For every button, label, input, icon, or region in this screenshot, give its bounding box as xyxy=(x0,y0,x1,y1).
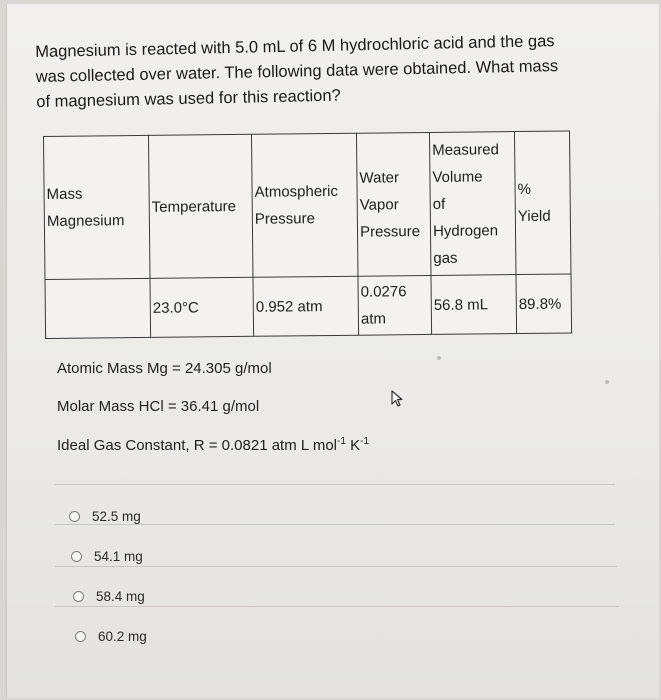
header-atmospheric-pressure: Atmospheric Pressure xyxy=(251,133,357,277)
mouse-pointer-icon xyxy=(391,390,405,408)
worksheet-page xyxy=(6,4,659,698)
speck xyxy=(437,356,441,360)
header-mass-magnesium: Mass Magnesium xyxy=(44,135,150,279)
divider xyxy=(55,566,617,567)
question-line-2: was collected over water. The following data were obtained. What mass xyxy=(35,57,559,86)
header-measured-volume: Measured Volume of Hydrogen gas xyxy=(429,132,515,276)
answer-option-2[interactable] xyxy=(71,549,143,564)
cell-measured-volume: 56.8 mL xyxy=(431,275,517,335)
table-header-row xyxy=(44,131,571,280)
cell-mass-magnesium xyxy=(45,278,151,338)
option-label: 52.5 mg xyxy=(92,509,141,524)
header-temperature: Temperature xyxy=(148,134,252,278)
header-water-vapor-pressure: Water Vapor Pressure xyxy=(356,132,430,276)
radio-button-icon[interactable] xyxy=(71,551,82,562)
cell-water-vapor-pressure: 0.0276 atm xyxy=(358,275,432,335)
divider xyxy=(55,606,619,607)
question-line-1: Magnesium is reacted with 5.0 mL of 6 M hydrochloric acid and the gas xyxy=(35,32,555,61)
divider xyxy=(55,524,615,525)
header-percent-yield: % Yield xyxy=(514,131,570,275)
cell-temperature: 23.0°C xyxy=(150,277,254,337)
divider xyxy=(55,484,615,485)
option-label: 60.2 mg xyxy=(98,629,147,644)
question-line-3: of magnesium was used for this reaction? xyxy=(36,86,341,111)
answer-option-3[interactable] xyxy=(73,589,145,604)
radio-button-icon[interactable] xyxy=(75,631,86,642)
option-label: 58.4 mg xyxy=(96,589,145,604)
cell-atmospheric-pressure: 0.952 atm xyxy=(253,276,359,336)
radio-button-icon[interactable] xyxy=(73,591,84,602)
answer-option-1[interactable] xyxy=(69,509,141,524)
molar-mass-hcl: Molar Mass HCl = 36.41 g/mol xyxy=(57,398,260,415)
option-label: 54.1 mg xyxy=(94,549,143,564)
cell-percent-yield: 89.8% xyxy=(516,274,572,334)
answer-option-4[interactable] xyxy=(75,629,147,644)
question-text xyxy=(35,28,616,115)
speck xyxy=(605,380,609,384)
radio-button-icon[interactable] xyxy=(69,511,80,522)
atomic-mass-mg: Atomic Mass Mg = 24.305 g/mol xyxy=(57,360,272,377)
table-row xyxy=(45,274,572,339)
data-table xyxy=(43,130,572,339)
ideal-gas-constant: Ideal Gas Constant, R = 0.0821 atm L mol$^{-1}$ $K^{-1}$ xyxy=(57,436,370,454)
